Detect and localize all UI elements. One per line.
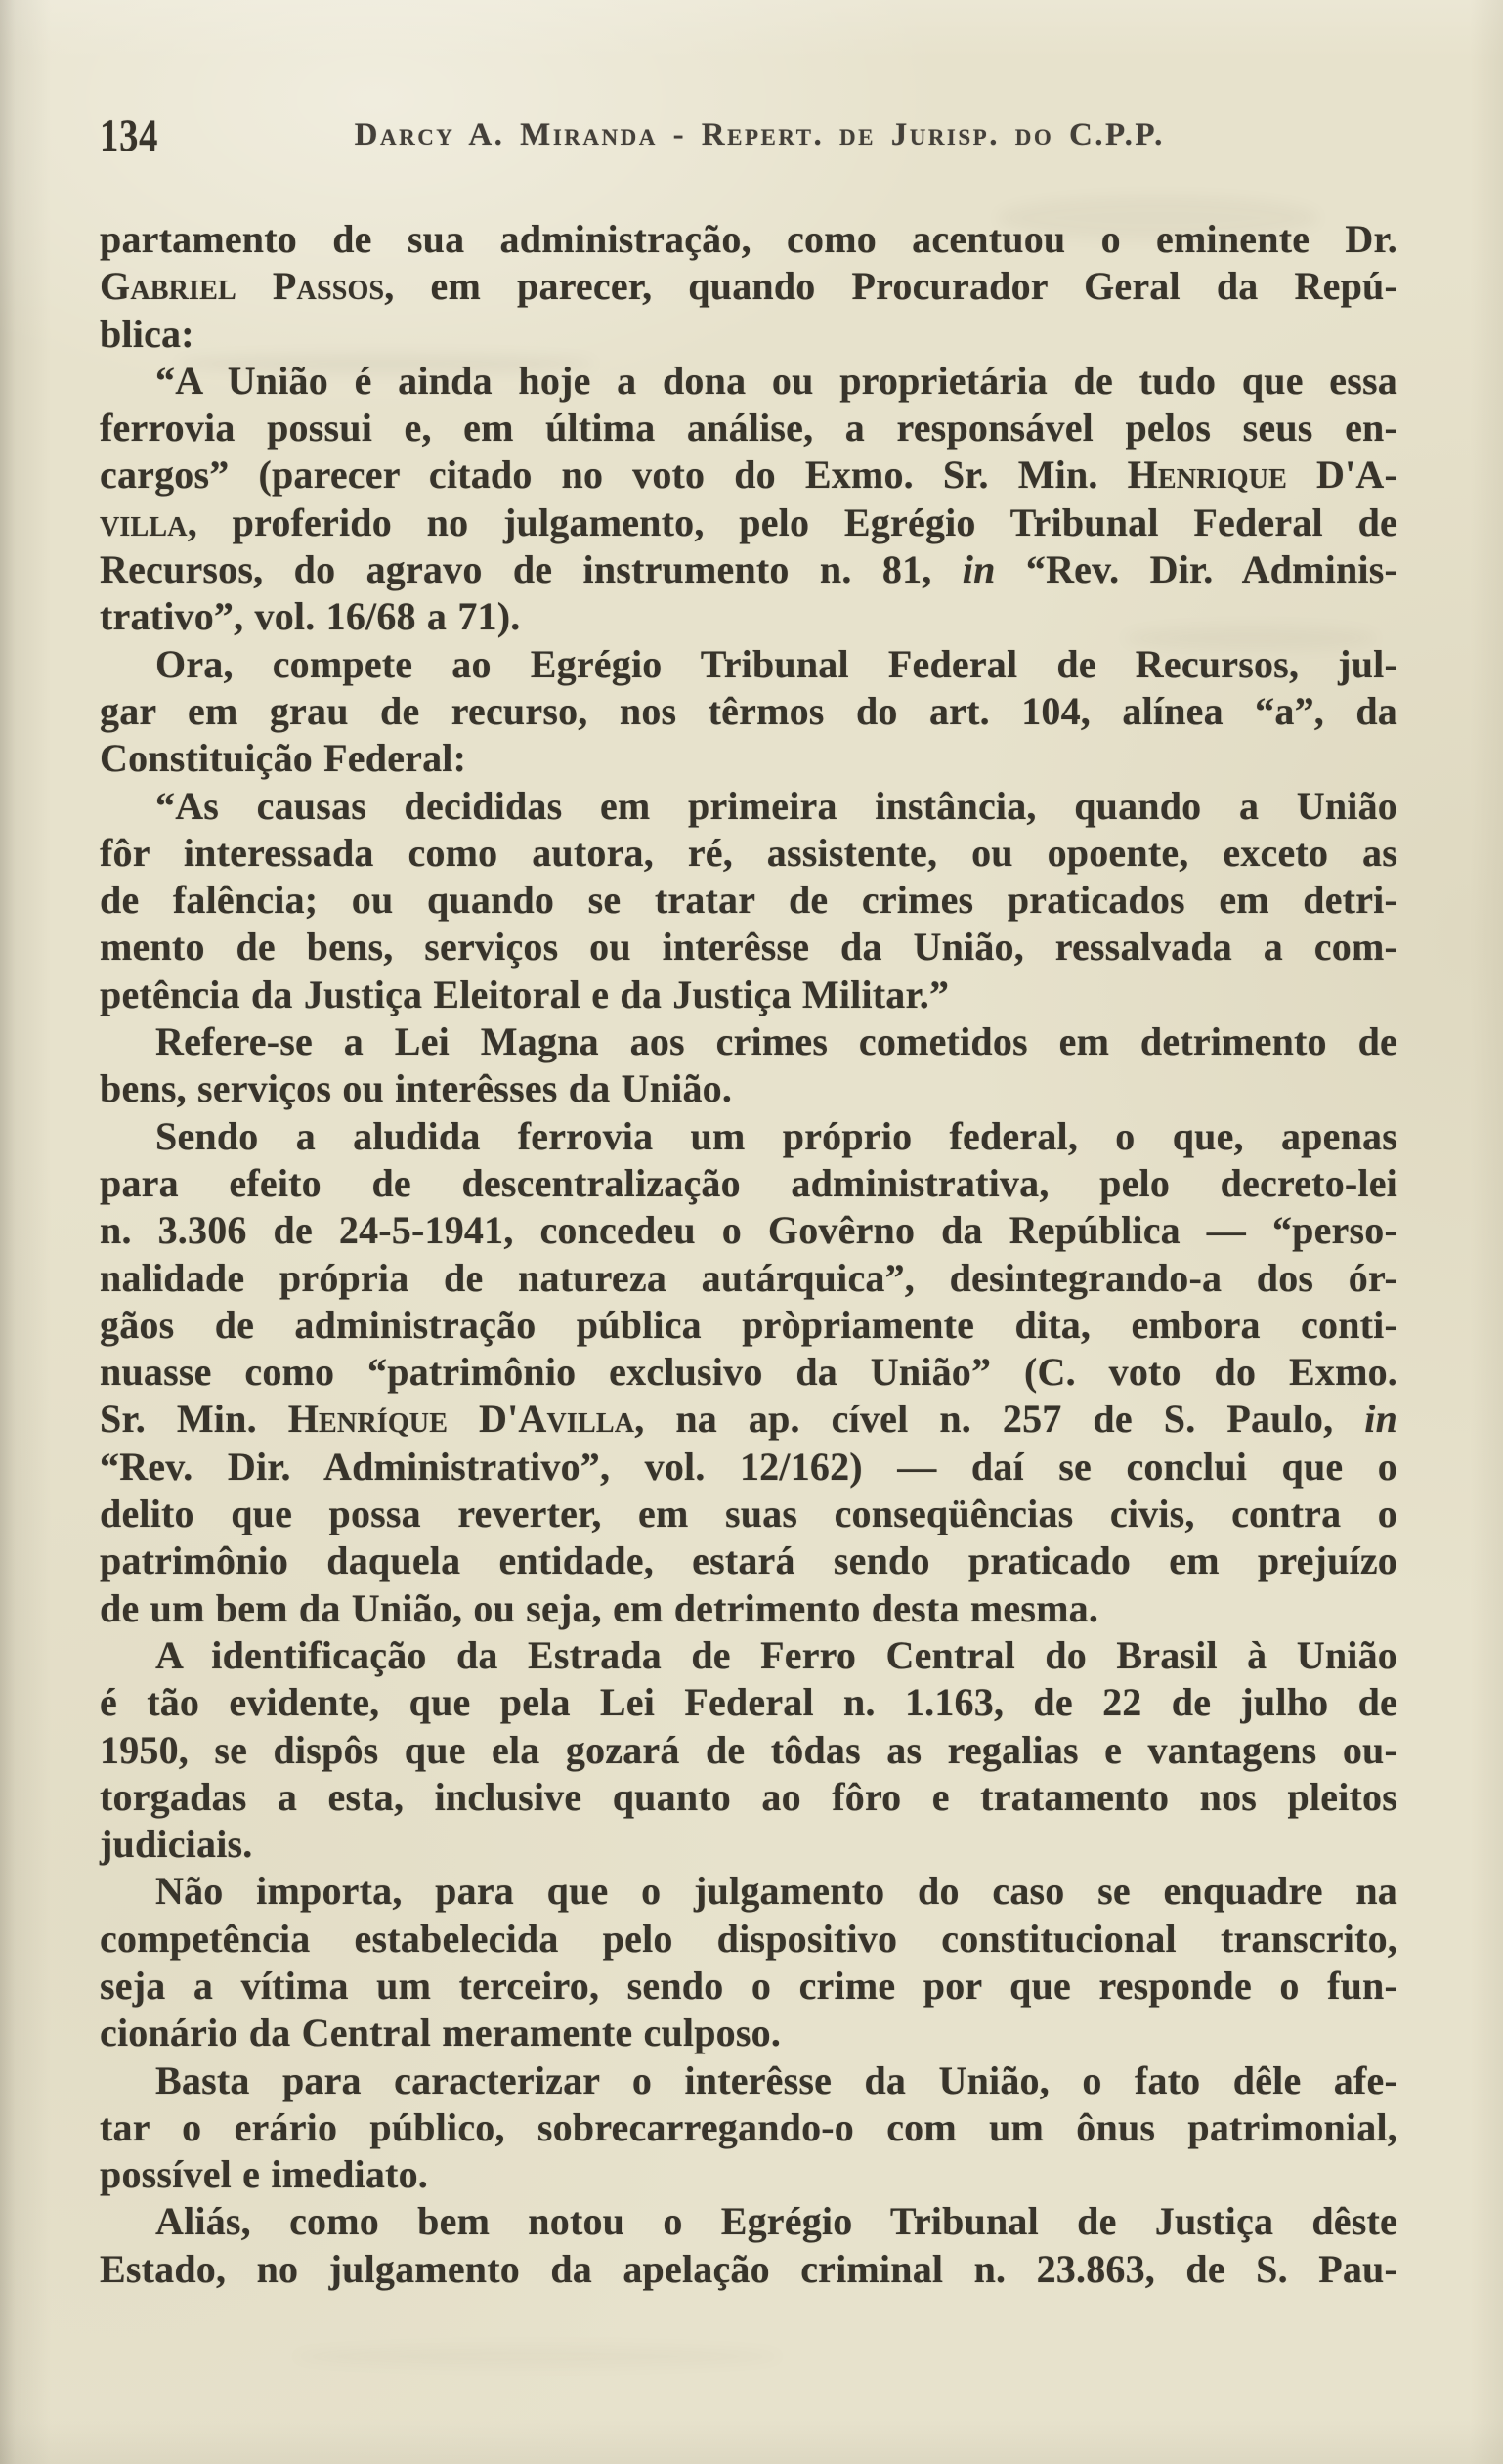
running-header (100, 108, 1394, 161)
text-segment: , proferido no julgamento, pelo Egrégio Tribunal Federal de (187, 499, 1397, 544)
text-segment: petência da Justiça Eleitoral e da Justiça Militar.” (100, 972, 950, 1016)
text-segment: possível e imediato. (100, 2152, 428, 2197)
text-segment: Estado, no julgamento da apelação criminal n. 23.863, de S. Pau- (100, 2246, 1397, 2291)
text-line (100, 2198, 1397, 2245)
text-line (100, 546, 1397, 593)
text-line (100, 1065, 1397, 1112)
text-segment: competência estabelecida pelo dispositivo constitucional transcrito, (100, 1916, 1397, 1961)
text-line (100, 783, 1397, 830)
text-segment: tar o erário público, sobrecarregando-o com um ônus patrimonial, (100, 2104, 1397, 2149)
text-line (100, 1585, 1397, 1632)
text-line (100, 499, 1397, 546)
text-segment: ferrovia possui e, em última análise, a responsável pelos seus en- (100, 406, 1397, 451)
small-caps-name: villa (100, 499, 188, 544)
text-line (100, 2246, 1397, 2293)
text-segment: Não importa, para que o julgamento do caso se enquadre na (155, 1869, 1397, 1914)
text-segment: trativo”, vol. 16/68 a 71). (100, 594, 521, 639)
text-segment: cargos” (parecer citado no voto do Exmo. Sr. Min. (100, 453, 1128, 497)
text-segment: “As causas decididas em primeira instância, quando a União (155, 783, 1397, 828)
text-line (100, 1537, 1397, 1584)
text-segment: mento de bens, serviços ou interêsse da União, ressalvada a com- (100, 925, 1397, 970)
text-line (100, 2151, 1397, 2198)
text-line (100, 2104, 1397, 2151)
text-segment: 1950, se dispôs que ela gozará de tôdas as regalias e vantagens ou- (100, 1727, 1397, 1772)
text-line (100, 641, 1397, 688)
ink-smudge (293, 2346, 782, 2367)
text-segment: seja a vítima um terceiro, sendo o crime por que responde o fun- (100, 1963, 1397, 2008)
text-segment: , em parecer, quando Procurador Geral da Repú- (384, 264, 1397, 309)
text-segment: delito que possa reverter, em suas conseqüências civis, contra o (100, 1491, 1397, 1536)
text-segment: cionário da Central meramente culposo. (100, 2010, 782, 2055)
small-caps-name: Henrique D'A- (1127, 453, 1397, 497)
text-line (100, 1444, 1397, 1491)
text-line (100, 216, 1397, 263)
text-segment: “Rev. Dir. Administrativo”, vol. 12/162) — daí se conclui que o (100, 1444, 1397, 1489)
text-line (100, 1821, 1397, 1868)
text-segment: para efeito de descentralização administrativa, pelo decreto-lei (100, 1160, 1397, 1205)
text-segment: “A União é ainda hoje a dona ou proprietária de tudo que essa (155, 358, 1397, 403)
text-segment: partamento de sua administração, como acentuou o eminente Dr. (100, 217, 1397, 261)
text-segment: n. 3.306 de 24-5-1941, concedeu o Govêrno da República — “perso- (100, 1208, 1397, 1253)
text-line (100, 1302, 1397, 1349)
text-line (100, 1255, 1397, 1302)
text-line (100, 1160, 1397, 1207)
italic-term: in (1364, 1397, 1398, 1442)
text-line (100, 1491, 1397, 1537)
text-line (100, 1916, 1397, 1963)
text-segment: A identificação da Estrada de Ferro Central do Brasil à União (155, 1632, 1397, 1677)
text-line (100, 452, 1397, 498)
text-line (100, 1727, 1397, 1774)
text-segment: patrimônio daquela entidade, estará sendo praticado em prejuízo (100, 1538, 1397, 1583)
text-segment: torgadas a esta, inclusive quanto ao fôro e tratamento nos pleitos (100, 1774, 1397, 1819)
text-line (100, 1679, 1397, 1726)
text-segment: Ora, compete ao Egrégio Tribunal Federal de Recursos, jul- (155, 641, 1397, 686)
text-line (100, 1018, 1397, 1065)
text-line (100, 972, 1397, 1018)
text-line (100, 830, 1397, 877)
text-segment: de falência; ou quando se tratar de crimes praticados em detri- (100, 878, 1397, 923)
body-text (100, 216, 1397, 2293)
text-segment: é tão evidente, que pela Lei Federal n. 1.163, de 22 de julho de (100, 1680, 1397, 1725)
italic-term: in (962, 547, 996, 592)
text-line (100, 1774, 1397, 1821)
text-segment: nuasse como “patrimônio exclusivo da União” (C. voto do Exmo. (100, 1350, 1397, 1395)
text-segment: Sr. Min. (100, 1397, 288, 1442)
text-segment: Recursos, do agravo de instrumento n. 81, (100, 547, 963, 592)
text-line (100, 1207, 1397, 1254)
text-segment: de um bem da União, ou seja, em detrimento desta mesma. (100, 1585, 1099, 1630)
text-line (100, 1868, 1397, 1915)
text-line (100, 2010, 1397, 2056)
text-line (100, 877, 1397, 924)
text-line (100, 1396, 1397, 1443)
text-segment: “Rev. Dir. Adminis- (995, 547, 1397, 592)
text-line (100, 1632, 1397, 1679)
text-line (100, 1349, 1397, 1396)
text-line (100, 405, 1397, 452)
running-title: Darcy A. Miranda - Repert. de Jurisp. do C.P.P. (354, 117, 1165, 152)
text-segment: blica: (100, 311, 194, 356)
text-segment: Refere-se a Lei Magna aos crimes cometidos em detrimento de (155, 1019, 1397, 1064)
text-line (100, 311, 1397, 358)
text-line (100, 2057, 1397, 2104)
text-segment: nalidade própria de natureza autárquica”, desintegrando-a dos ór- (100, 1255, 1397, 1300)
text-segment: fôr interessada como autora, ré, assistente, ou opoente, exceto as (100, 830, 1397, 875)
text-segment: Basta para caracterizar o interêsse da União, o fato dêle afe- (155, 2057, 1397, 2102)
text-segment: Sendo a aludida ferrovia um próprio federal, o que, apenas (155, 1113, 1397, 1158)
text-segment: Constituição Federal: (100, 736, 467, 781)
text-segment: judiciais. (100, 1822, 253, 1867)
text-line (100, 263, 1397, 310)
text-segment: bens, serviços ou interêsses da União. (100, 1066, 733, 1111)
text-line (100, 593, 1397, 640)
small-caps-name: Henríque D'Avilla (287, 1397, 635, 1442)
text-line (100, 358, 1397, 405)
text-line (100, 735, 1397, 782)
text-segment: , na ap. cível n. 257 de S. Paulo, (634, 1397, 1365, 1442)
text-line (100, 1113, 1397, 1160)
text-segment: gãos de administração pública pròpriamente dita, embora conti- (100, 1302, 1397, 1347)
page-number: 134 (100, 110, 159, 161)
text-line (100, 1963, 1397, 2010)
small-caps-name: Gabriel Passos (100, 264, 385, 309)
text-line (100, 924, 1397, 971)
text-segment: Aliás, como bem notou o Egrégio Tribunal de Justiça dêste (155, 2199, 1397, 2244)
text-segment: gar em grau de recurso, nos têrmos do art. 104, alínea “a”, da (100, 688, 1397, 733)
text-line (100, 688, 1397, 735)
